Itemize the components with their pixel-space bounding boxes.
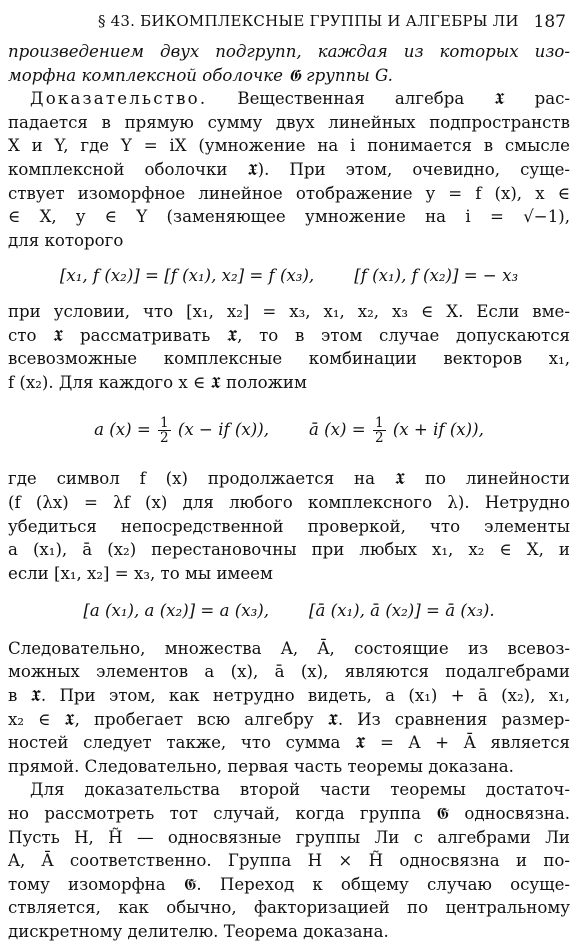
- book-page: [8, 10, 570, 944]
- proof-paragraph-1: [8, 87, 570, 252]
- text-line: где символ f (x) продолжается на 𝖃 по линейности: [8, 469, 570, 489]
- formula-a-definitions: [8, 416, 570, 445]
- formula-part: [x₁, f (x₂)] = [f (x₁), x₂] = f (x₃),: [59, 266, 315, 286]
- proof-paragraph-4: [8, 637, 570, 779]
- text-line: [8, 87, 570, 111]
- page-number: 187: [533, 12, 566, 32]
- text-line: для которого: [8, 230, 124, 250]
- text-line: x₂ ∈ 𝖃, пробегает всю алгебру 𝖃̃. Из сравнения размер-: [8, 709, 570, 729]
- formula-part: [f (x₁), f (x₂)] = − x₃: [354, 266, 519, 286]
- page-header: [8, 10, 570, 40]
- formula-part: (x + if (x)),: [392, 420, 484, 440]
- text-line: при условии, что [x₁, x₂] = x₃, x₁, x₂, x₃ ∈ X. Если вме-: [8, 301, 570, 321]
- text-line: в 𝖃̃. При этом, как нетрудно видеть, a (x₁) + ā (x₂), x₁,: [8, 686, 570, 706]
- text-line: Следовательно, множества A, Ā, состоящие из всевоз-: [8, 638, 570, 658]
- theorem-statement-end: [8, 40, 570, 87]
- text-line: f (x₂). Для каждого x ∈ 𝖃 положим: [8, 372, 307, 392]
- formula-subalgebra-relations: [8, 599, 570, 623]
- text-line: произведением двух подгрупп, каждая из которых изо-: [8, 42, 570, 61]
- text-line: X и Y, где Y = iX (умножение на i понимается в смысле: [8, 136, 570, 156]
- proof-paragraph-5: [8, 778, 570, 943]
- proof-paragraph-3: [8, 467, 570, 585]
- text-line: A, Ā соответственно. Группа H × H̃ односвязна и по-: [8, 851, 570, 871]
- formula-part: (x − if (x)),: [177, 420, 269, 440]
- text-line: тому изоморфна 𝕲̃. Переход к общему случаю осуще-: [8, 874, 570, 894]
- formula-part: [ā (x₁), ā (x₂)] = ā (x₃).: [309, 601, 495, 621]
- text-line: убедиться непосредственной проверкой, что элементы: [8, 516, 570, 536]
- text-line: ствляется, как обычно, факторизацией по центральному: [8, 898, 570, 918]
- text-line: дискретному делителю. Теорема доказана.: [8, 922, 389, 941]
- text-line: ностей следует также, что сумма 𝖃̃ = A + Ā является: [8, 733, 570, 753]
- text-line: ствует изоморфное линейное отображение y = f (x), x ∈: [8, 183, 570, 203]
- text-line: (f (λx) = λf (x) для любого комплексного λ). Нетрудно: [8, 492, 570, 512]
- text-line: a (x₁), ā (x₂) перестановочны при любых x₁, x₂ ∈ X, и: [8, 540, 570, 560]
- text-line-rest: Вещественная алгебра 𝖃 рас-: [207, 89, 570, 109]
- text-line: ∈ X, y ∈ Y (заменяющее умножение на i = √−1),: [8, 207, 570, 227]
- formula-part: [a (x₁), a (x₂)] = a (x₃),: [83, 601, 269, 621]
- fraction-one-half: $\frac{1}{2}$: [374, 415, 384, 447]
- proof-heading: Доказательство.: [30, 89, 208, 109]
- text-line: всевозможные комплексные комбинации векторов x₁,: [8, 349, 570, 369]
- body-text: [8, 40, 570, 944]
- text-line: комплексной оболочки 𝖃). При этом, очевидно, суще-: [8, 159, 570, 179]
- formula-part: ā (x) =: [309, 420, 366, 440]
- formula-bracket-relations: [8, 264, 570, 288]
- fraction-one-half: $\frac{1}{2}$: [160, 415, 169, 447]
- running-head: § 43. БИКОМПЛЕКСНЫЕ ГРУППЫ И АЛГЕБРЫ ЛИ: [98, 12, 519, 30]
- text-line: прямой. Следовательно, первая часть теоремы доказана.: [8, 756, 514, 776]
- text-line: падается в прямую сумму двух линейных подпространств: [8, 112, 570, 132]
- text-line: Пусть H, H̃ — односвязные группы Ли с алгебрами Ли: [8, 827, 570, 847]
- text-line: сто 𝖃 рассматривать 𝖃̃, то в этом случае допускаются: [8, 325, 570, 345]
- text-line: но рассмотреть тот случай, когда группа 𝕲̃ односвязна.: [8, 804, 570, 824]
- text-line: морфна комплексной оболочке 𝕲 группы G.: [8, 65, 393, 85]
- proof-paragraph-2: [8, 300, 570, 394]
- text-line: Для доказательства второй части теоремы достаточ-: [30, 780, 570, 800]
- text-line: если [x₁, x₂] = x₃, то мы имеем: [8, 563, 273, 583]
- formula-part: a (x) =: [94, 420, 151, 440]
- text-line: можных элементов a (x), ā (x), являются подалгебрами: [8, 662, 570, 682]
